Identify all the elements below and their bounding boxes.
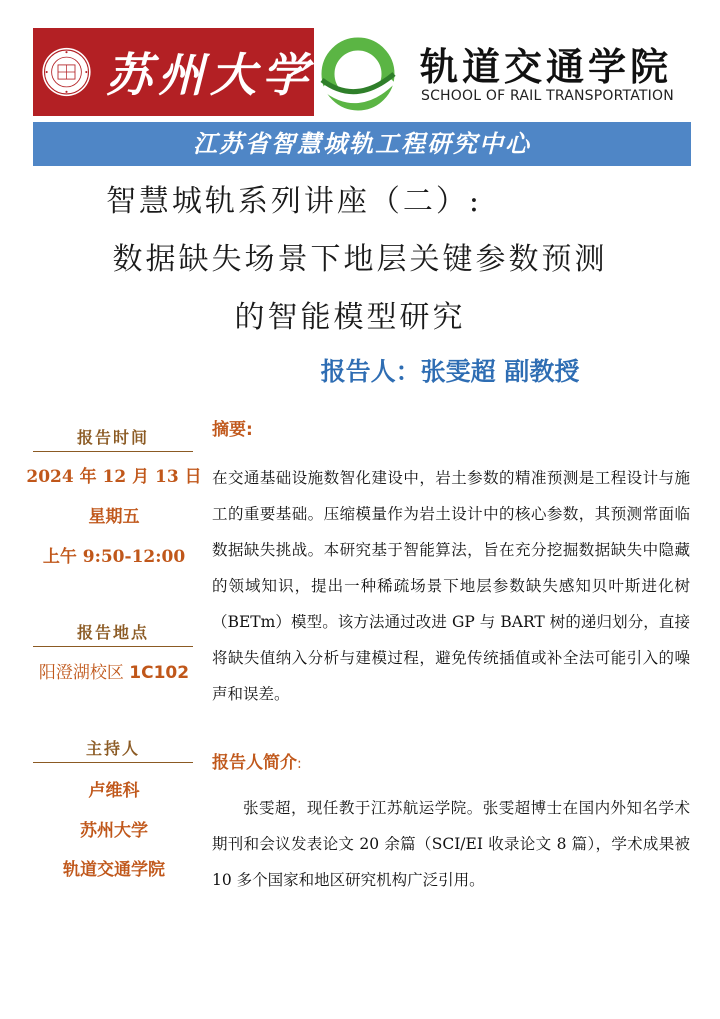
rail-school-logo-icon [318,36,398,112]
university-name: 苏州大学 [106,48,314,102]
place-campus: 阳澄湖校区 [38,663,130,683]
school-name-en: SCHOOL OF RAIL TRANSPORTATION [421,88,674,104]
school-name-cn: 轨道交通学院 [420,45,673,89]
lecture-title-line-2: 的智能模型研究 [234,300,466,335]
bio-body: 张雯超，现任教于江苏航运学院。张雯超博士在国内外知名学术期刊和会议发表论文 20 余篇（SCI/EI 收录论文 8 篇），学术成果被 10 多个国家和地区研究机构广泛引用。 [212,799,690,889]
bio-heading-text: 报告人简介 [212,753,297,773]
research-center-banner: 江苏省智慧城轨工程研究中心 [33,122,691,166]
series-title: 智慧城轨系列讲座（二）: [105,184,483,219]
lecture-title-line-1: 数据缺失场景下地层关键参数预测 [112,242,608,277]
university-seal-icon [41,36,92,108]
soochow-university-logo [33,28,314,116]
place-room: 1C102 [129,663,190,683]
speaker-line: 报告人：张雯超 副教授 [320,357,580,386]
host-school: 轨道交通学院 [63,860,165,880]
host-university: 苏州大学 [80,821,148,841]
time-section-heading: 报告时间 [33,425,193,452]
host-section-heading: 主持人 [33,736,193,763]
lecture-place [24,658,204,683]
lecture-weekday: 星期五 [88,507,140,527]
host-name: 卢维科 [88,781,140,801]
abstract-body: 在交通基础设施数智化建设中，岩土参数的精准预测是工程设计与施工的重要基础。压缩模量作为岩土设计中的核心参数，其预测常面临数据缺失挑战。本研究基于智能算法，旨在充分挖掘数据缺失中隐藏的领域知识，提出一种稀疏场景下地层参数缺失感知贝叶斯进化树（BETm）模型。该方法通过改进 GP 与 BART 树的递归划分，直接将缺失值纳入分析与建模过程，避免传统插值或补全法可能引入的噪声和误差。 [212,469,690,703]
place-section-heading: 报告地点 [33,620,193,647]
bio-heading [212,748,302,773]
abstract-heading: 摘要: [212,420,253,440]
lecture-time-range: 上午 9:50-12:00 [42,547,186,567]
bio-heading-colon: : [297,756,302,772]
lecture-date: 2024 年 12 月 13 日 [26,467,202,487]
